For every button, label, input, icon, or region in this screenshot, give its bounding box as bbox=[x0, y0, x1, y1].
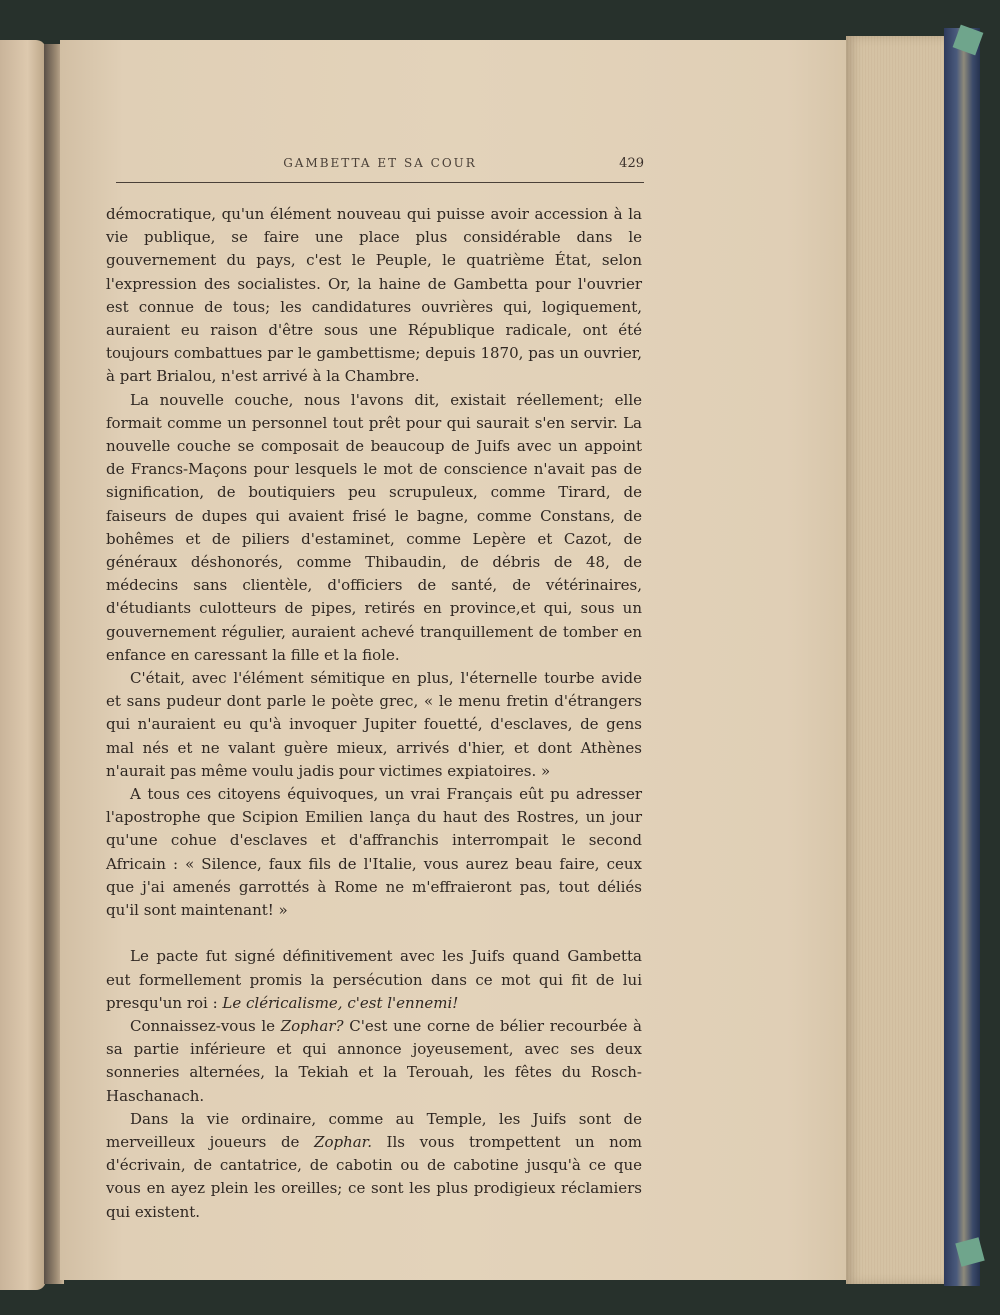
page-stack-edge bbox=[846, 36, 950, 1284]
paragraph-7 bbox=[106, 1108, 642, 1224]
paragraph-5-italic: Le cléricalisme, c'est l'ennemi! bbox=[222, 993, 459, 1012]
paragraph-4: A tous ces citoyens équivoques, un vrai Français eût pu adresser l'apostrophe que Scipion Emilien lança du haut des Rostres, un jour qu'une cohue d'esclaves et d'affranchis interrompait le second Africain : « Silence, faux fils de l'Italie, vous aurez beau faire, ceux que j'ai amenés garrottés à Rome ne m'effraieront pas, tout déliés qu'il sont maintenant! » bbox=[106, 785, 642, 920]
paragraph-5-text: Le pacte fut signé définitivement avec les Juifs quand Gambetta eut formellement promis la persécution dans ce mot qui fit de lui presqu'un roi : bbox=[106, 947, 642, 1012]
facing-page-edge bbox=[0, 40, 46, 1290]
paragraph-5 bbox=[106, 945, 642, 1015]
paragraph-6 bbox=[106, 1015, 642, 1108]
paragraph-6-italic: Zophar? bbox=[280, 1016, 344, 1035]
running-title: GAMBETTA ET SA COUR bbox=[283, 156, 477, 170]
paragraph-6-text: Connaissez-vous le bbox=[130, 1016, 281, 1035]
page-number: 429 bbox=[619, 156, 644, 171]
paragraph-7-text: Dans la vie ordinaire, comme au Temple, les Juifs sont de merveilleux joueurs de bbox=[106, 1109, 642, 1151]
cover-corner-bottom bbox=[955, 1237, 984, 1266]
paragraph-7-tail: Ils vous trompettent un nom d'écrivain, de cantatrice, de cabotin ou de cabotine jusqu'à ce que vous en ayez plein les oreilles; ce sont les plus prodigieux réclamiers qui existent. bbox=[106, 1132, 642, 1221]
running-head bbox=[116, 152, 644, 183]
marbled-cover-edge bbox=[944, 28, 980, 1286]
paragraph-2: La nouvelle couche, nous l'avons dit, existait réellement; elle formait comme un personnel tout prêt pour qui saurait s'en servir. La nouvelle couche se composait de beaucoup de Juifs avec un appoint de Francs-Maçons pour lesquels le mot de conscience n'avait pas de signification, de boutiquiers peu scrupuleux, comme Tirard, de faiseurs de dupes qui avaient frisé le bagne, comme Constans, de bohêmes et de piliers d'estaminet, comme Lepère et Cazot, de généraux déshonorés, comme Thibaudin, de débris de 48, de médecins sans clientèle, d'officiers de santé, de vétérinaires, d'étudiants culotteurs de pipes, retirés en province,et qui, sous un gouvernement régulier, auraient achevé tranquillement de tomber en enfance en caressant la fille et la fiole. bbox=[106, 390, 642, 664]
paragraph-7-italic: Zophar. bbox=[314, 1132, 372, 1151]
paragraph-6-tail: C'est une corne de bélier recourbée à sa partie inférieure et qui annonce joyeusement, avec ses deux sonneries alternées, la Tekiah et la Terouah, les fêtes du Rosch-Haschanach. bbox=[106, 1016, 642, 1105]
paragraph-3: C'était, avec l'élément sémitique en plus, l'éternelle tourbe avide et sans pudeur dont parle le poète grec, « le menu fretin d'étrangers qui n'auraient eu qu'à invoquer Jupiter fouetté, d'esclaves, de gens mal nés et ne valant guère mieux, arrivés d'hier, et dont Athènes n'aurait pas même voulu jadis pour victimes expiatoires. » bbox=[106, 669, 642, 780]
body-text bbox=[106, 203, 642, 1224]
paragraph-1: démocratique, qu'un élément nouveau qui puisse avoir accession à la vie publique, se faire une place plus considérable dans le gouvernement du pays, c'est le Peuple, le quatrième État, selon l'expression des socialistes. Or, la haine de Gambetta pour l'ouvrier est connue de tous; les candidatures ouvrières qui, logiquement, auraient eu raison d'être sous une République radicale, ont été toujours combattues par le gambettisme; depuis 1870, pas un ouvrier, à part Brialou, n'est arrivé à la Chambre. bbox=[106, 205, 642, 386]
